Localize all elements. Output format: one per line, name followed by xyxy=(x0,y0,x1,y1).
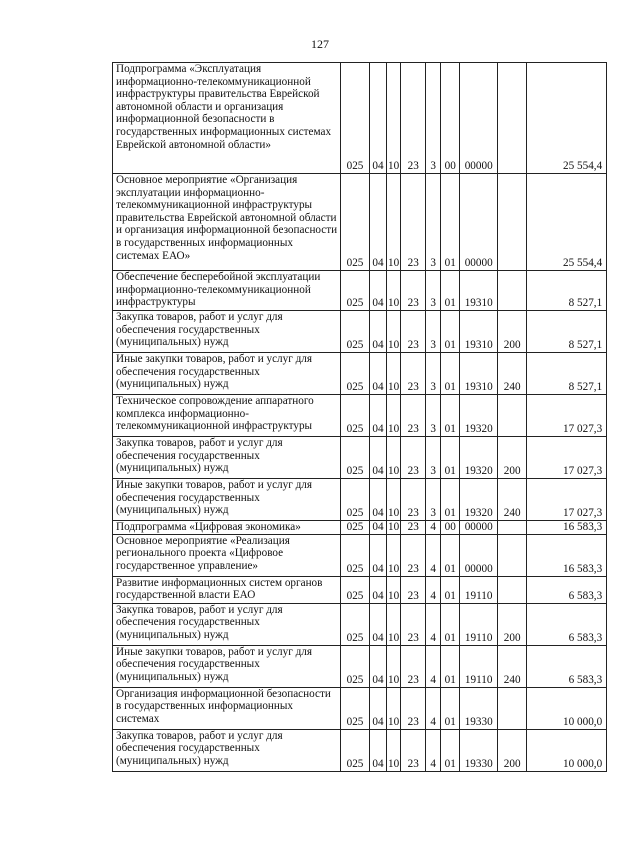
direction-code: 00000 xyxy=(460,521,498,535)
program-code: 23 xyxy=(401,311,426,353)
subsection-code: 10 xyxy=(387,437,401,479)
ministry-code: 025 xyxy=(341,311,370,353)
ministry-code: 025 xyxy=(341,174,370,271)
program-code: 23 xyxy=(401,174,426,271)
subsection-code: 10 xyxy=(387,311,401,353)
row-name: Подпрограмма «Цифровая экономика» xyxy=(113,521,341,535)
row-name: Организация информационной безопасности в государственных информационных системах xyxy=(113,687,341,729)
subsection-code: 10 xyxy=(387,479,401,521)
subprogram-code: 4 xyxy=(426,645,441,687)
row-name: Иные закупки товаров, работ и услуг для обеспечения государственных (муниципальных) нужд xyxy=(113,645,341,687)
subprogram-code: 3 xyxy=(426,437,441,479)
table-row xyxy=(113,729,607,771)
direction-code: 00000 xyxy=(460,174,498,271)
amount: 8 527,1 xyxy=(527,271,607,311)
subprogram-code: 4 xyxy=(426,687,441,729)
amount: 6 583,3 xyxy=(527,576,607,603)
section-code: 04 xyxy=(370,576,387,603)
expense-type-code xyxy=(498,534,527,576)
expense-type-code xyxy=(498,174,527,271)
event-code: 01 xyxy=(441,479,460,521)
table-row xyxy=(113,687,607,729)
direction-code: 19310 xyxy=(460,271,498,311)
direction-code: 19110 xyxy=(460,603,498,645)
table-row xyxy=(113,353,607,395)
amount: 17 027,3 xyxy=(527,437,607,479)
event-code: 00 xyxy=(441,63,460,174)
program-code: 23 xyxy=(401,395,426,437)
amount: 8 527,1 xyxy=(527,311,607,353)
expense-type-code: 240 xyxy=(498,479,527,521)
event-code: 01 xyxy=(441,576,460,603)
direction-code: 19320 xyxy=(460,395,498,437)
table-row xyxy=(113,479,607,521)
row-name: Обеспечение бесперебойной эксплуатации информационно-телекоммуникационной инфраструктуры xyxy=(113,271,341,311)
ministry-code: 025 xyxy=(341,521,370,535)
section-code: 04 xyxy=(370,174,387,271)
direction-code: 19110 xyxy=(460,576,498,603)
expense-type-code: 200 xyxy=(498,311,527,353)
subsection-code: 10 xyxy=(387,603,401,645)
row-name: Закупка товаров, работ и услуг для обеспечения государственных (муниципальных) нужд xyxy=(113,729,341,771)
event-code: 01 xyxy=(441,603,460,645)
ministry-code: 025 xyxy=(341,687,370,729)
subprogram-code: 3 xyxy=(426,63,441,174)
event-code: 01 xyxy=(441,271,460,311)
event-code: 01 xyxy=(441,353,460,395)
event-code: 00 xyxy=(441,521,460,535)
table-row xyxy=(113,437,607,479)
subsection-code: 10 xyxy=(387,576,401,603)
section-code: 04 xyxy=(370,603,387,645)
direction-code: 00000 xyxy=(460,63,498,174)
subsection-code: 10 xyxy=(387,395,401,437)
section-code: 04 xyxy=(370,534,387,576)
ministry-code: 025 xyxy=(341,353,370,395)
ministry-code: 025 xyxy=(341,63,370,174)
section-code: 04 xyxy=(370,311,387,353)
subprogram-code: 3 xyxy=(426,271,441,311)
table-row xyxy=(113,521,607,535)
subprogram-code: 4 xyxy=(426,729,441,771)
program-code: 23 xyxy=(401,479,426,521)
amount: 16 583,3 xyxy=(527,534,607,576)
expense-type-code: 200 xyxy=(498,729,527,771)
section-code: 04 xyxy=(370,63,387,174)
ministry-code: 025 xyxy=(341,645,370,687)
ministry-code: 025 xyxy=(341,395,370,437)
event-code: 01 xyxy=(441,174,460,271)
program-code: 23 xyxy=(401,437,426,479)
program-code: 23 xyxy=(401,729,426,771)
direction-code: 19320 xyxy=(460,437,498,479)
ministry-code: 025 xyxy=(341,576,370,603)
amount: 6 583,3 xyxy=(527,645,607,687)
subprogram-code: 4 xyxy=(426,534,441,576)
table-row xyxy=(113,174,607,271)
table-row xyxy=(113,645,607,687)
subsection-code: 10 xyxy=(387,534,401,576)
direction-code: 19320 xyxy=(460,479,498,521)
row-name: Развитие информационных систем органов государственной власти ЕАО xyxy=(113,576,341,603)
ministry-code: 025 xyxy=(341,479,370,521)
expense-type-code xyxy=(498,271,527,311)
program-code: 23 xyxy=(401,534,426,576)
row-name: Подпрограмма «Эксплуатация информационно-телекоммуникационной инфраструктуры правительства Еврейской автономной области и организация информационной безопасности в государственных информационных системах Еврейской автономной области» xyxy=(113,63,341,174)
ministry-code: 025 xyxy=(341,437,370,479)
subsection-code: 10 xyxy=(388,521,400,533)
section-code: 04 xyxy=(370,521,387,535)
section-code: 04 xyxy=(370,687,387,729)
amount: 10 000,0 xyxy=(527,687,607,729)
subprogram-code: 3 xyxy=(426,353,441,395)
expense-type-code xyxy=(498,521,527,535)
row-name: Техническое сопровождение аппаратного комплекса информационно-телекоммуникационной инфраструктуры xyxy=(113,395,341,437)
amount: 10 000,0 xyxy=(527,729,607,771)
expense-type-code xyxy=(498,576,527,603)
expense-type-code: 240 xyxy=(498,353,527,395)
direction-code: 19310 xyxy=(460,311,498,353)
event-code: 01 xyxy=(441,729,460,771)
subprogram-code: 4 xyxy=(426,576,441,603)
budget-table xyxy=(112,62,607,772)
subsection-code: 10 xyxy=(387,687,401,729)
table-row xyxy=(113,534,607,576)
expense-type-code: 240 xyxy=(498,645,527,687)
subsection-code: 10 xyxy=(387,729,401,771)
row-name: Закупка товаров, работ и услуг для обеспечения государственных (муниципальных) нужд xyxy=(113,311,341,353)
direction-code: 19330 xyxy=(460,687,498,729)
expense-type-code xyxy=(498,63,527,174)
subprogram-code: 4 xyxy=(426,603,441,645)
ministry-code: 025 xyxy=(341,603,370,645)
row-name: Иные закупки товаров, работ и услуг для обеспечения государственных (муниципальных) нужд xyxy=(113,353,341,395)
subsection-code: 10 xyxy=(387,174,401,271)
direction-code: 19330 xyxy=(460,729,498,771)
subprogram-code: 3 xyxy=(426,395,441,437)
direction-code: 19310 xyxy=(460,353,498,395)
section-code: 04 xyxy=(370,729,387,771)
program-code: 23 xyxy=(401,687,426,729)
subsection-code: 10 xyxy=(387,645,401,687)
direction-code: 00000 xyxy=(460,534,498,576)
ministry-code: 025 xyxy=(341,729,370,771)
row-name: Закупка товаров, работ и услуг для обеспечения государственных (муниципальных) нужд xyxy=(113,437,341,479)
program-code: 23 xyxy=(401,645,426,687)
program-code: 23 xyxy=(401,521,426,535)
section-code: 04 xyxy=(370,645,387,687)
event-code: 01 xyxy=(441,534,460,576)
program-code: 23 xyxy=(401,576,426,603)
table-row xyxy=(113,603,607,645)
amount: 16 583,3 xyxy=(527,521,607,535)
section-code: 04 xyxy=(370,353,387,395)
row-name: Основное мероприятие «Реализация регионального проекта «Цифровое государственное управление» xyxy=(113,534,341,576)
expense-type-code xyxy=(498,395,527,437)
event-code: 01 xyxy=(441,437,460,479)
amount: 25 554,4 xyxy=(527,63,607,174)
ministry-code: 025 xyxy=(341,271,370,311)
row-name: Иные закупки товаров, работ и услуг для обеспечения государственных (муниципальных) нужд xyxy=(113,479,341,521)
table-body xyxy=(113,63,607,772)
row-name: Основное мероприятие «Организация эксплуатации информационно-телекоммуникационной инфраструктуры правительства Еврейской автономной области и организация информационной безопасности в государственных информационных системах ЕАО» xyxy=(113,174,341,271)
event-code: 01 xyxy=(441,395,460,437)
event-code: 01 xyxy=(441,687,460,729)
amount: 6 583,3 xyxy=(527,603,607,645)
subsection-code: 10 xyxy=(387,271,401,311)
amount: 8 527,1 xyxy=(527,353,607,395)
amount: 17 027,3 xyxy=(527,479,607,521)
amount: 17 027,3 xyxy=(527,395,607,437)
subprogram-code: 3 xyxy=(426,479,441,521)
event-code: 01 xyxy=(441,311,460,353)
amount: 25 554,4 xyxy=(527,174,607,271)
table-row xyxy=(113,63,607,174)
row-name: Закупка товаров, работ и услуг для обеспечения государственных (муниципальных) нужд xyxy=(113,603,341,645)
table-row xyxy=(113,395,607,437)
ministry-code: 025 xyxy=(341,534,370,576)
subprogram-code: 3 xyxy=(426,311,441,353)
subsection-code: 10 xyxy=(387,63,401,174)
section-code: 04 xyxy=(370,271,387,311)
direction-code: 19110 xyxy=(460,645,498,687)
page-number: 127 xyxy=(311,37,329,51)
expense-type-code xyxy=(498,687,527,729)
event-code: 01 xyxy=(441,645,460,687)
program-code: 23 xyxy=(401,353,426,395)
expense-type-code: 200 xyxy=(498,437,527,479)
program-code: 23 xyxy=(401,603,426,645)
section-code: 04 xyxy=(370,437,387,479)
table-row xyxy=(113,576,607,603)
expense-type-code: 200 xyxy=(498,603,527,645)
subprogram-code: 4 xyxy=(426,521,441,535)
table-row xyxy=(113,271,607,311)
program-code: 23 xyxy=(401,271,426,311)
section-code: 04 xyxy=(370,395,387,437)
section-code: 04 xyxy=(370,479,387,521)
program-code: 23 xyxy=(401,63,426,174)
subprogram-code: 3 xyxy=(426,174,441,271)
subsection-code: 10 xyxy=(387,353,401,395)
table-row xyxy=(113,311,607,353)
